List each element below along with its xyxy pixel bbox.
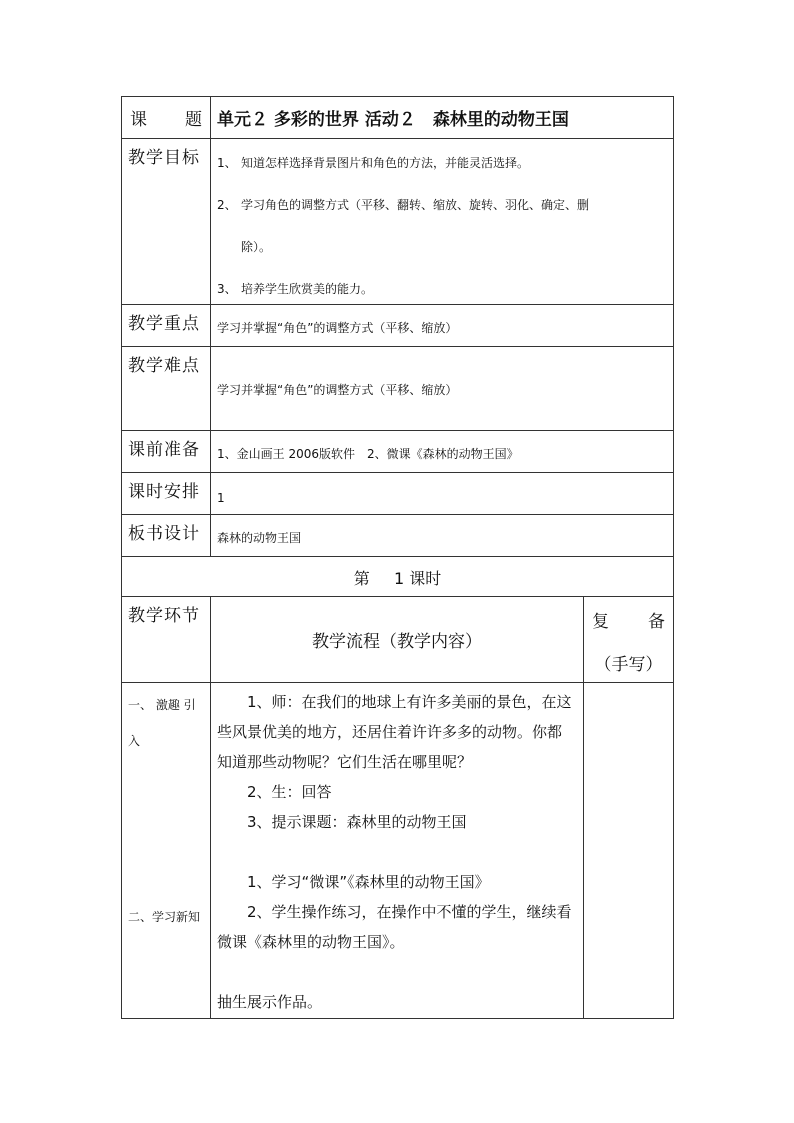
goal-item-2-cont: 除）。 bbox=[241, 240, 272, 254]
difficulties-text: 学习并掌握“角色”的调整方式（平移、缩放） bbox=[217, 383, 458, 397]
goals-label: 教学目标 bbox=[128, 148, 200, 168]
cell-flow bbox=[211, 683, 584, 1019]
cell-title-value bbox=[211, 97, 674, 139]
row-lesson-number bbox=[122, 557, 674, 597]
row-goals bbox=[122, 139, 674, 305]
cell-goals bbox=[211, 139, 674, 305]
preparation-label: 课前准备 bbox=[128, 440, 200, 460]
goal-item-3: 3、 培养学生欣赏美的能力。 bbox=[217, 282, 374, 296]
flow-line-5: 2、学生操作练习，在操作中不懂的学生，继续看微课《森林里的动物王国》。 bbox=[217, 903, 572, 951]
stage-header: 教学环节 bbox=[128, 606, 200, 626]
preparation-text: 1、金山画王 2006版软件 2、微课《森林的动物王国》 bbox=[217, 447, 519, 461]
lesson-plan-table bbox=[121, 96, 674, 1019]
schedule-text: 1 bbox=[217, 491, 225, 505]
key-points-label: 教学重点 bbox=[128, 314, 200, 334]
title-label-b: 题 bbox=[185, 110, 202, 130]
goal-item-1: 1、 知道怎样选择背景图片和角色的方法，并能灵活选择。 bbox=[217, 156, 530, 170]
row-key-points bbox=[122, 305, 674, 347]
row-board bbox=[122, 515, 674, 557]
cell-prep-notes bbox=[584, 683, 674, 1019]
prep-header-c: （手写） bbox=[594, 655, 663, 675]
lesson-num: 1 bbox=[393, 569, 405, 588]
lesson-prefix: 第 bbox=[353, 569, 370, 588]
row-schedule bbox=[122, 473, 674, 515]
flow-line-6: 抽生展示作品。 bbox=[217, 993, 323, 1011]
board-text: 森林的动物王国 bbox=[217, 531, 302, 545]
flow-line-3: 3、提示课题：森林里的动物王国 bbox=[247, 813, 467, 831]
flow-line-4: 1、学习“微课”《森林里的动物王国》 bbox=[247, 873, 490, 891]
board-label: 板书设计 bbox=[128, 524, 200, 544]
schedule-label: 课时安排 bbox=[128, 482, 200, 502]
row-preparation bbox=[122, 431, 674, 473]
flow-line-1: 1、师：在我们的地球上有许多美丽的景色，在这些风景优美的地方，还居住着许许多多的动物。你都知道那些动物呢？它们生活在哪里呢？ bbox=[217, 693, 572, 771]
row-title bbox=[122, 97, 674, 139]
title-label-a: 课 bbox=[130, 110, 147, 130]
prep-header-a: 复 bbox=[592, 612, 609, 632]
goal-item-2: 2、 学习角色的调整方式（平移、翻转、缩放、旋转、羽化、确定、删 bbox=[217, 198, 590, 212]
stage-1: 一、 激趣 引入 bbox=[128, 698, 196, 748]
cell-title-label bbox=[122, 97, 211, 139]
key-points-text: 学习并掌握“角色”的调整方式（平移、缩放） bbox=[217, 321, 458, 335]
difficulties-label: 教学难点 bbox=[128, 356, 200, 376]
flow-line-2: 2、生：回答 bbox=[247, 783, 332, 801]
row-content bbox=[122, 683, 674, 1019]
cell-prep-header bbox=[584, 597, 674, 683]
cell-stages bbox=[122, 683, 211, 1019]
flow-header: 教学流程（教学内容） bbox=[312, 632, 482, 652]
row-column-headers bbox=[122, 597, 674, 683]
stage-2: 二、学习新知 bbox=[128, 910, 201, 924]
lesson-title: 单元２ 多彩的世界 活动２ 森林里的动物王国 bbox=[217, 110, 569, 130]
cell-lesson-number bbox=[122, 557, 674, 597]
prep-header-b: 备 bbox=[648, 612, 665, 632]
row-difficulties bbox=[122, 347, 674, 431]
lesson-suffix: 课时 bbox=[409, 569, 442, 588]
